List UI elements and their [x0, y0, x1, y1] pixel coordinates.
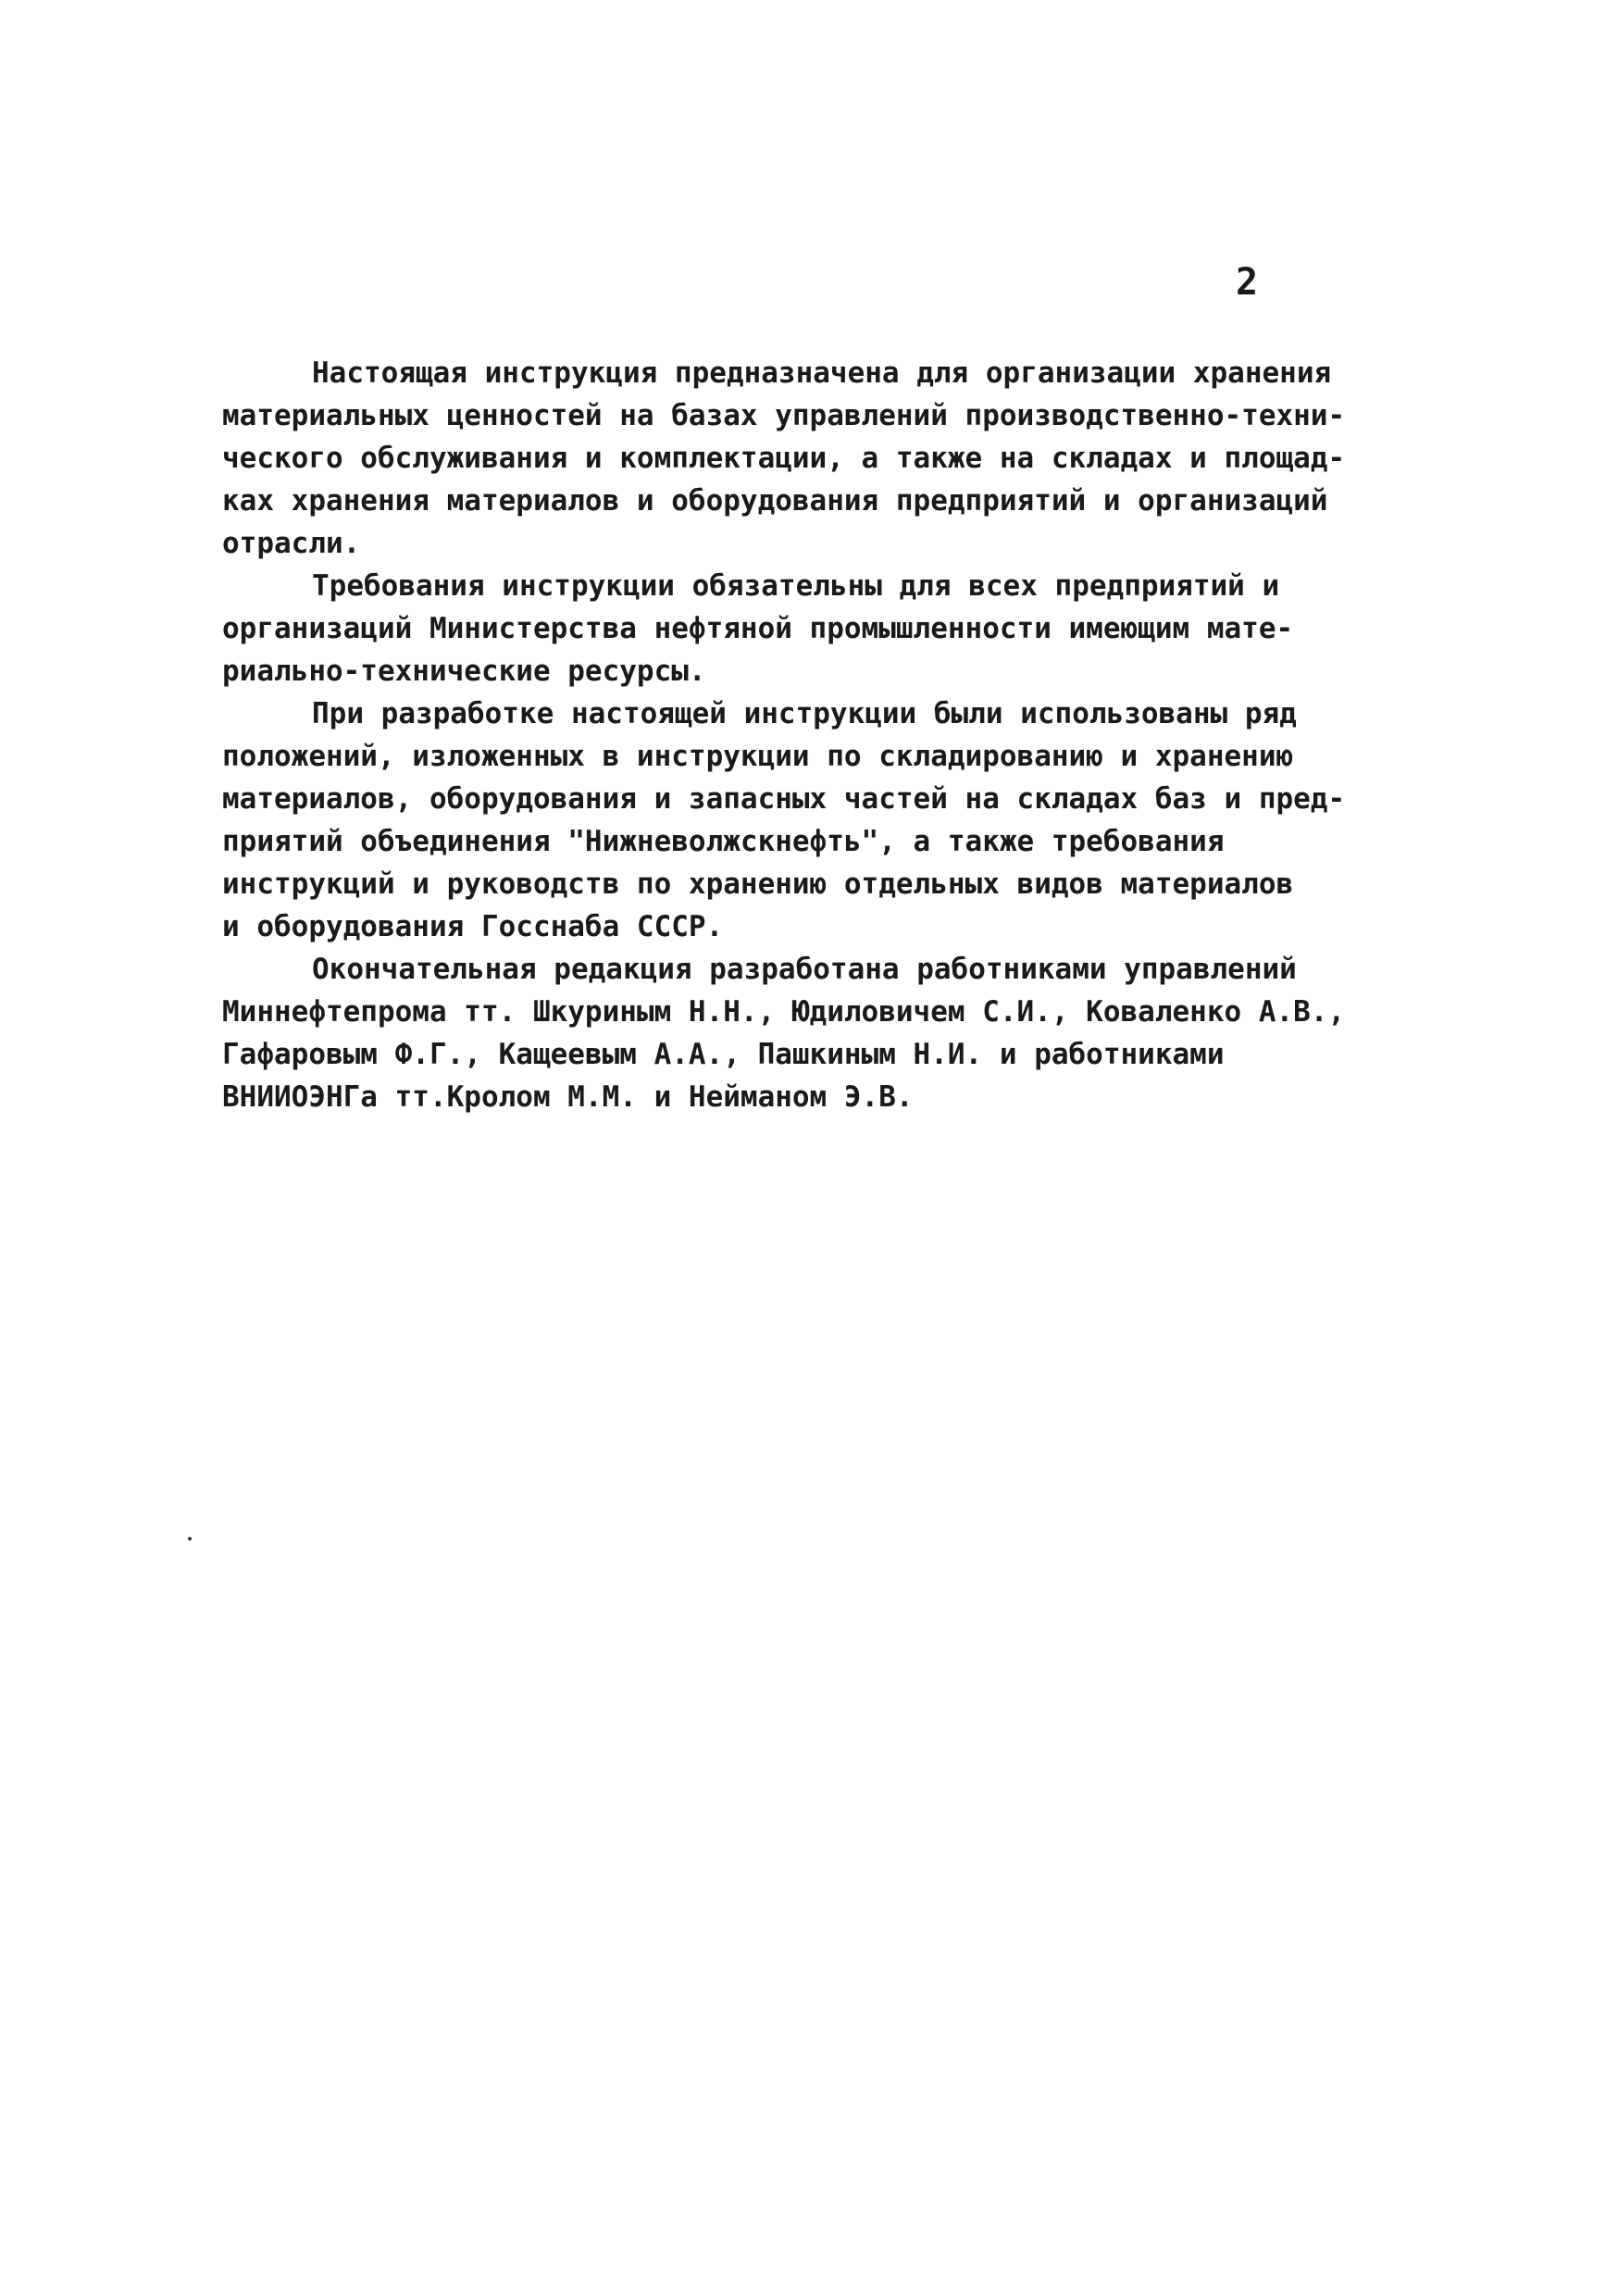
- text-line: Окончательная редакция разработана работниками управлений: [312, 953, 1297, 986]
- text-line: отрасли.: [222, 527, 361, 560]
- text-line: ческого обслуживания и комплектации, а также на складах и площад-: [222, 442, 1346, 475]
- text-line: приятий объединения "Нижневолжскнефть", а также требования: [222, 825, 1225, 858]
- paragraph-requirements: [222, 565, 1425, 693]
- text-line: и оборудования Госснаба СССР.: [222, 910, 724, 943]
- text-line: материалов, оборудования и запасных частей на складах баз и пред-: [222, 782, 1346, 816]
- text-line: При разработке настоящей инструкции были использованы ряд: [312, 697, 1297, 730]
- text-line: ках хранения материалов и оборудования предприятий и организаций: [222, 484, 1328, 518]
- text-line: инструкций и руководств по хранению отдельных видов материалов: [222, 867, 1294, 901]
- text-line: материальных ценностей на базах управлений производственно-техни-: [222, 399, 1346, 432]
- paragraph-authors: [222, 948, 1425, 1118]
- scan-speck: [188, 1537, 192, 1541]
- text-line: Миннефтепрома тт. Шкуриным Н.Н., Юдиловичем С.И., Коваленко А.В.,: [222, 995, 1346, 1029]
- paragraph-sources: [222, 693, 1425, 948]
- text-line: Гафаровым Ф.Г., Кащеевым А.А., Пашкиным Н.И. и работниками: [222, 1038, 1225, 1071]
- text-line: Требования инструкции обязательны для всех предприятий и: [312, 569, 1280, 603]
- text-line: организаций Министерства нефтяной промышленности имеющим мате-: [222, 612, 1294, 645]
- text-line: риально-технические ресурсы.: [222, 655, 706, 688]
- text-line: ВНИИОЭНГа тт.Кролом М.М. и Нейманом Э.В.: [222, 1080, 914, 1114]
- text-line: Настоящая инструкция предназначена для организации хранения: [312, 356, 1332, 390]
- page-number: 2: [1236, 261, 1259, 304]
- text-line: положений, изложенных в инструкции по складированию и хранению: [222, 740, 1294, 773]
- body-text: [222, 352, 1425, 1118]
- paragraph-purpose: [222, 352, 1425, 565]
